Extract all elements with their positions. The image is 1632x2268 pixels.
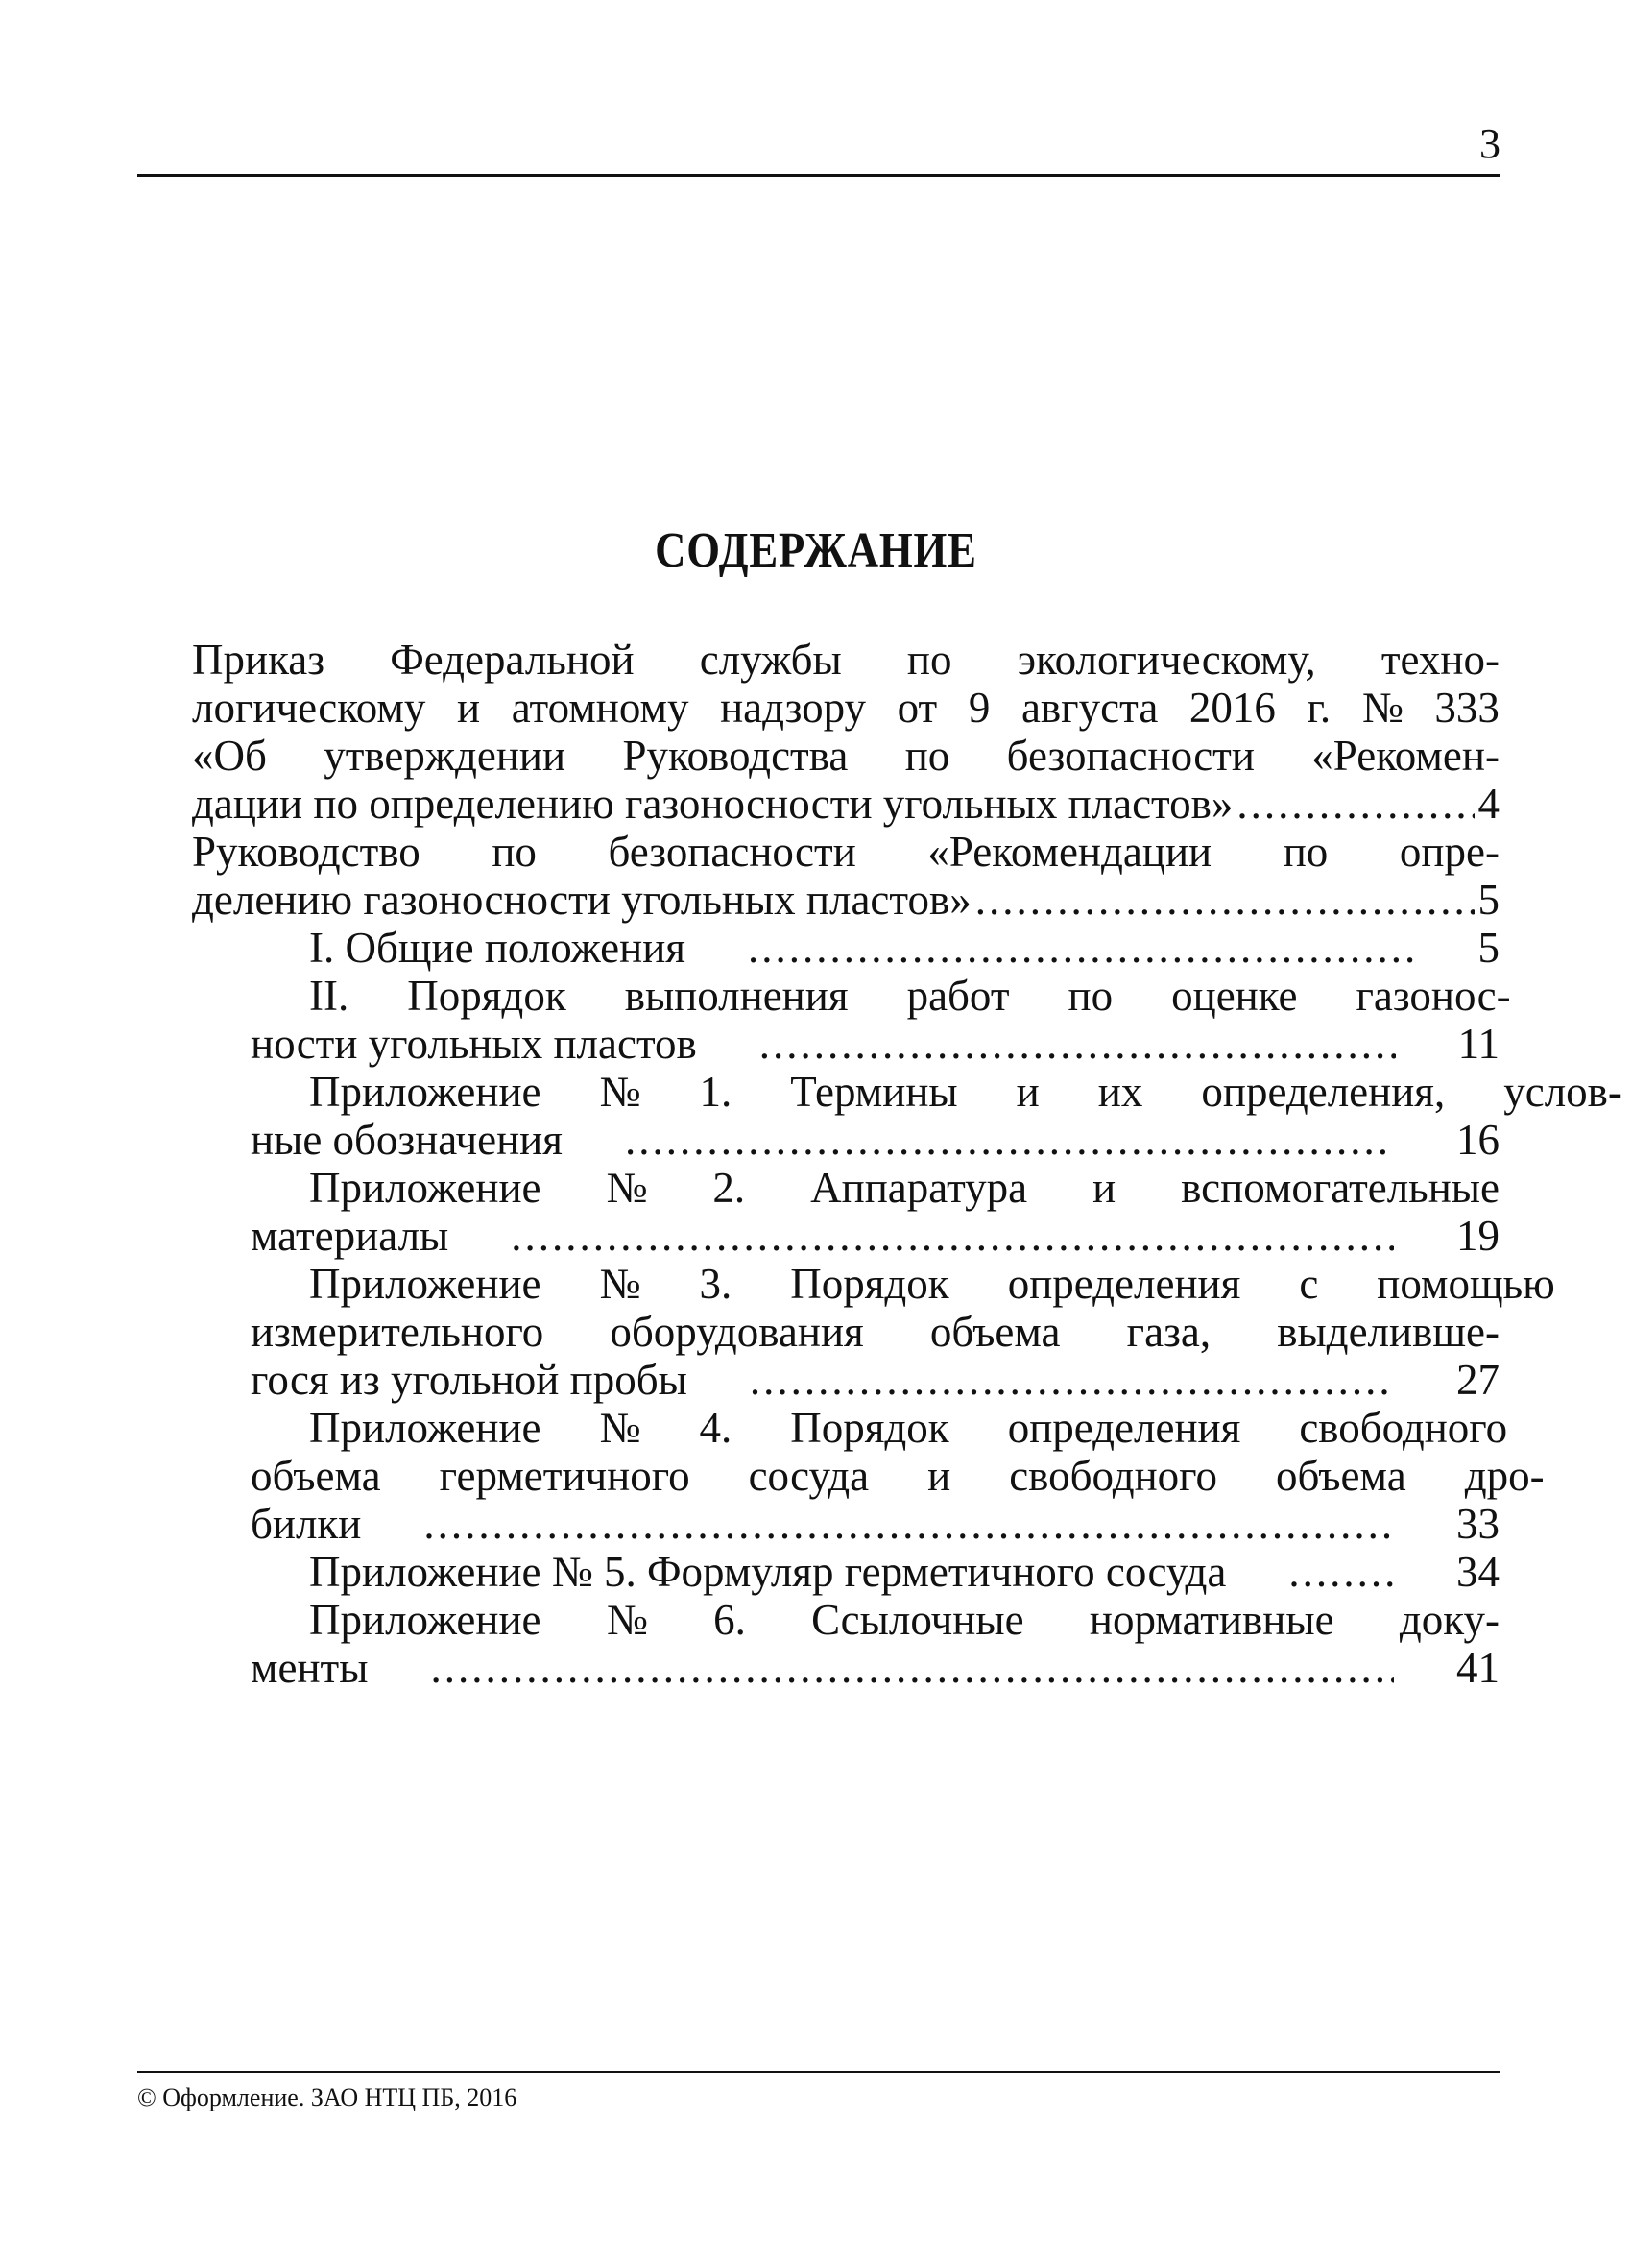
toc-entry-text: ности угольных пластов: [251, 1020, 697, 1068]
toc-entry-line: измерительного оборудования объема газа, выделивше-: [251, 1308, 1500, 1356]
toc-page-number: 16: [1456, 1116, 1500, 1164]
toc-entry[interactable]: [192, 1164, 1500, 1260]
toc-entry-last-line: [192, 1212, 1500, 1260]
toc-entry-line: Приложение № 1. Термины и их определения, услов-: [309, 1068, 1622, 1116]
toc-entry-text: гося из угольной пробы: [251, 1356, 687, 1404]
toc-entry[interactable]: [192, 972, 1511, 1068]
toc-entry-line: II. Порядок выполнения работ по оценке газонос-: [309, 972, 1511, 1020]
toc-page-number: 41: [1456, 1644, 1500, 1692]
toc-dot-leader: [372, 1644, 1394, 1692]
table-of-contents: [192, 636, 1622, 1692]
toc-dot-leader: [975, 876, 1475, 924]
footer-rule: [137, 2071, 1500, 2073]
toc-page-number: 27: [1456, 1356, 1500, 1404]
toc-entry-last-line: [192, 1020, 1500, 1068]
toc-entry-text: дации по определению газоносности угольных пластов»: [192, 780, 1234, 828]
toc-dot-leader: [691, 1356, 1394, 1404]
toc-entry[interactable]: [192, 1404, 1545, 1548]
toc-entry-last-line: [192, 876, 1500, 924]
toc-entry[interactable]: [192, 924, 1500, 972]
toc-entry-line: Приложение № 4. Порядок определения свободного: [309, 1404, 1508, 1452]
page-number: 3: [1479, 120, 1500, 167]
page-title: СОДЕРЖАНИЕ: [655, 523, 977, 578]
toc-entry-last-line: [192, 1116, 1500, 1164]
toc-dot-leader: [452, 1212, 1394, 1260]
toc-entry-line: Приказ Федеральной службы по экологическому, техно-: [192, 636, 1500, 684]
toc-entry-text: ные обозначения: [251, 1116, 563, 1164]
toc-page-number: 5: [1477, 876, 1500, 924]
toc-dot-leader: [701, 1020, 1396, 1068]
toc-entry-last-line: [192, 924, 1500, 972]
toc-entry-last-line: [192, 1356, 1500, 1404]
toc-entry[interactable]: [192, 828, 1500, 924]
header-rule: [137, 174, 1500, 177]
toc-entry-text: I. Общие положения: [309, 924, 685, 972]
toc-entry-text: делению газоносности угольных пластов»: [192, 876, 972, 924]
toc-entry-text: менты: [251, 1644, 369, 1692]
toc-entry-last-line: [192, 1644, 1500, 1692]
toc-page-number: 34: [1456, 1548, 1500, 1596]
toc-entry[interactable]: [192, 1260, 1555, 1404]
toc-entry-line: «Об утверждении Руководства по безопасности «Рекомен-: [192, 732, 1500, 780]
toc-page-number: 33: [1456, 1500, 1500, 1548]
toc-page-number: 19: [1456, 1212, 1500, 1260]
toc-entry-last-line: [192, 780, 1500, 828]
toc-entry-text: материалы: [251, 1212, 449, 1260]
toc-entry-line: Приложение № 3. Порядок определения с помощью: [309, 1260, 1555, 1308]
footer-copyright: © Оформление. ЗАО НТЦ ПБ, 2016: [137, 2084, 517, 2111]
toc-entry[interactable]: [192, 1596, 1500, 1692]
toc-entry-last-line: [192, 1500, 1500, 1548]
toc-entry[interactable]: [192, 636, 1500, 828]
toc-dot-leader: [1236, 780, 1474, 828]
toc-entry[interactable]: [192, 1548, 1500, 1596]
toc-entry-text: Приложение № 5. Формуляр герметичного сосуда: [309, 1548, 1227, 1596]
toc-dot-leader: [689, 924, 1416, 972]
toc-entry-line: Руководство по безопасности «Рекомендации по опре-: [192, 828, 1500, 876]
toc-page-number: 5: [1477, 924, 1500, 972]
toc-dot-leader: [365, 1500, 1394, 1548]
toc-entry-line: Приложение № 2. Аппаратура и вспомогательные: [309, 1164, 1500, 1212]
toc-page-number: 4: [1477, 780, 1500, 828]
toc-entry-line: объема герметичного сосуда и свободного объема дро-: [251, 1452, 1545, 1500]
toc-entry[interactable]: [192, 1068, 1622, 1164]
toc-entry-text: билки: [251, 1500, 362, 1548]
toc-entry-last-line: [192, 1548, 1500, 1596]
toc-entry-line: Приложение № 6. Ссылочные нормативные доку-: [309, 1596, 1500, 1644]
toc-entry-line: логическому и атомному надзору от 9 августа 2016 г. № 333: [192, 684, 1500, 732]
toc-dot-leader: [566, 1116, 1394, 1164]
toc-page-number: 11: [1457, 1020, 1500, 1068]
toc-dot-leader: [1230, 1548, 1394, 1596]
